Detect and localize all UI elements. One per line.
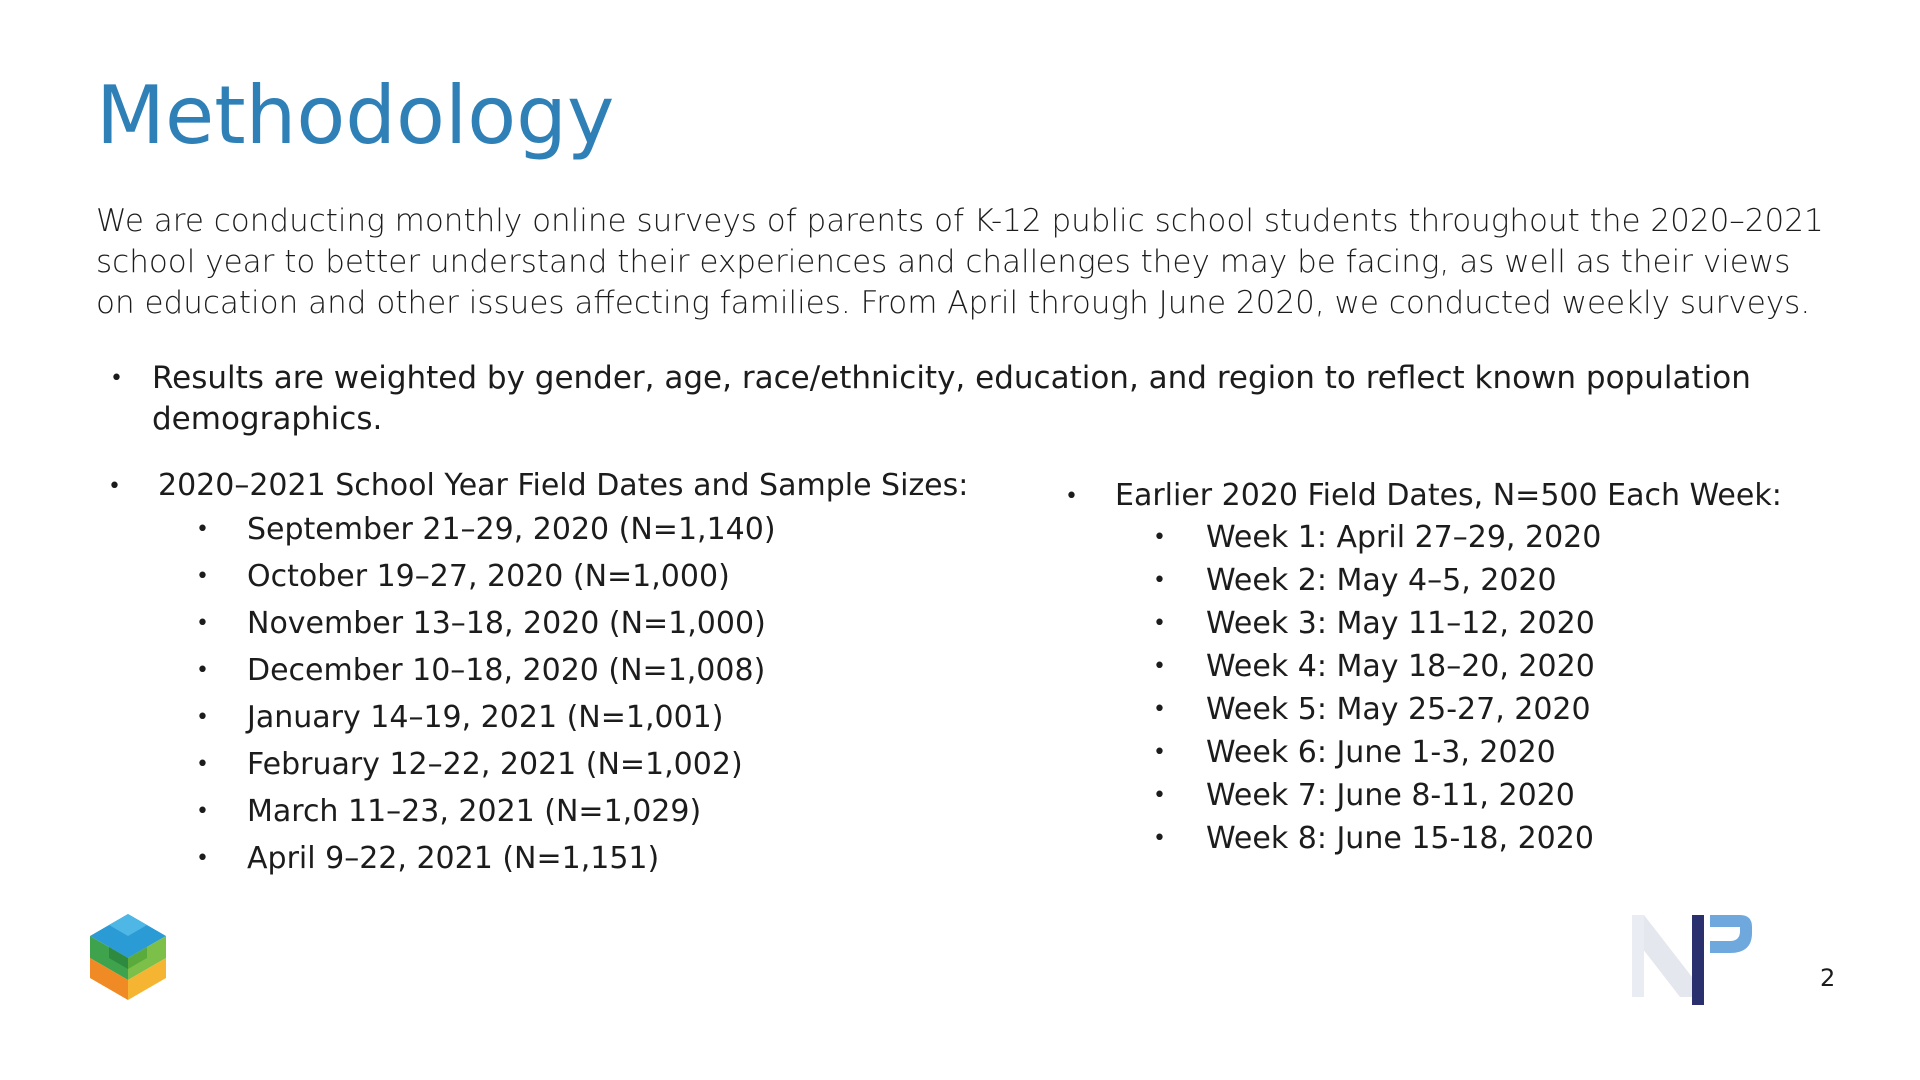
list-item — [1053, 516, 1853, 559]
bullet-icon: • — [1153, 654, 1166, 679]
list-item — [1053, 731, 1853, 774]
bullet-icon: • — [110, 366, 123, 391]
list-item — [96, 600, 1016, 647]
field-date: April 9–22, 2021 (N=1,151) — [247, 841, 660, 876]
bullet-icon: • — [1153, 611, 1166, 636]
bullet-icon: • — [196, 799, 209, 824]
field-date: December 10–18, 2020 (N=1,008) — [247, 653, 766, 688]
week-date: Week 6: June 1-3, 2020 — [1206, 735, 1556, 770]
intro-paragraph: We are conducting monthly online surveys of parents of K-12 public school students throughout the 2020–2021 school year to better understand their experiences and challenges they may be facing, as well as their views on education and other issues affecting families. From April through June 2020, we conducted weekly surveys. — [96, 203, 1824, 321]
cube-logo-icon — [88, 912, 168, 1002]
np-shared-stem — [1692, 915, 1704, 1005]
earlier-heading: Earlier 2020 Field Dates, N=500 Each Week: — [1115, 478, 1782, 513]
week-date: Week 2: May 4–5, 2020 — [1206, 563, 1557, 598]
field-date: February 12–22, 2021 (N=1,002) — [247, 747, 743, 782]
np-letter-p-bowl — [1710, 915, 1752, 953]
week-date: Week 7: June 8-11, 2020 — [1206, 778, 1575, 813]
bullet-icon: • — [1153, 568, 1166, 593]
page-number: 2 — [1820, 964, 1836, 992]
bullet-icon: • — [196, 705, 209, 730]
list-item — [96, 506, 1016, 553]
list-item — [96, 647, 1016, 694]
list-item — [96, 741, 1016, 788]
weighting-text: Results are weighted by gender, age, race/ethnicity, education, and region to reflect known population demographics. — [152, 360, 1751, 437]
bullet-icon: • — [1065, 484, 1078, 509]
field-date: September 21–29, 2020 (N=1,140) — [247, 512, 776, 547]
list-item — [96, 694, 1016, 741]
list-item — [96, 788, 1016, 835]
bullet-icon: • — [1153, 826, 1166, 851]
list-item — [96, 835, 1016, 882]
bullet-icon: • — [196, 846, 209, 871]
bullet-icon: • — [196, 752, 209, 777]
list-item — [1053, 774, 1853, 817]
bullet-icon: • — [1153, 525, 1166, 550]
field-date: January 14–19, 2021 (N=1,001) — [247, 700, 724, 735]
bullet-icon: • — [1153, 697, 1166, 722]
weekly-list — [1053, 516, 1853, 860]
school-year-list — [96, 506, 1016, 882]
np-letter-n-stem — [1632, 915, 1644, 997]
slide-title: Methodology — [96, 69, 615, 162]
week-date: Week 5: May 25-27, 2020 — [1206, 692, 1591, 727]
bullet-icon: • — [1153, 740, 1166, 765]
list-item — [1053, 559, 1853, 602]
weighting-bullet — [96, 358, 1756, 440]
bullet-icon: • — [1153, 783, 1166, 808]
list-item — [1053, 602, 1853, 645]
np-logo-icon — [1630, 905, 1770, 1005]
earlier-field-dates — [1053, 476, 1853, 860]
list-item — [1053, 645, 1853, 688]
school-year-heading: 2020–2021 School Year Field Dates and Sample Sizes: — [158, 468, 969, 503]
list-item — [1053, 688, 1853, 731]
list-item — [1053, 817, 1853, 860]
bullet-icon: • — [196, 611, 209, 636]
field-date: November 13–18, 2020 (N=1,000) — [247, 606, 766, 641]
bullet-icon: • — [196, 517, 209, 542]
week-date: Week 3: May 11–12, 2020 — [1206, 606, 1595, 641]
field-date: October 19–27, 2020 (N=1,000) — [247, 559, 730, 594]
field-date: March 11–23, 2021 (N=1,029) — [247, 794, 702, 829]
week-date: Week 1: April 27–29, 2020 — [1206, 520, 1602, 555]
school-year-field-dates — [96, 466, 1016, 882]
bullet-icon: • — [196, 658, 209, 683]
bullet-icon: • — [196, 564, 209, 589]
week-date: Week 8: June 15-18, 2020 — [1206, 821, 1594, 856]
week-date: Week 4: May 18–20, 2020 — [1206, 649, 1595, 684]
bullet-icon: • — [108, 474, 121, 499]
list-item — [96, 553, 1016, 600]
